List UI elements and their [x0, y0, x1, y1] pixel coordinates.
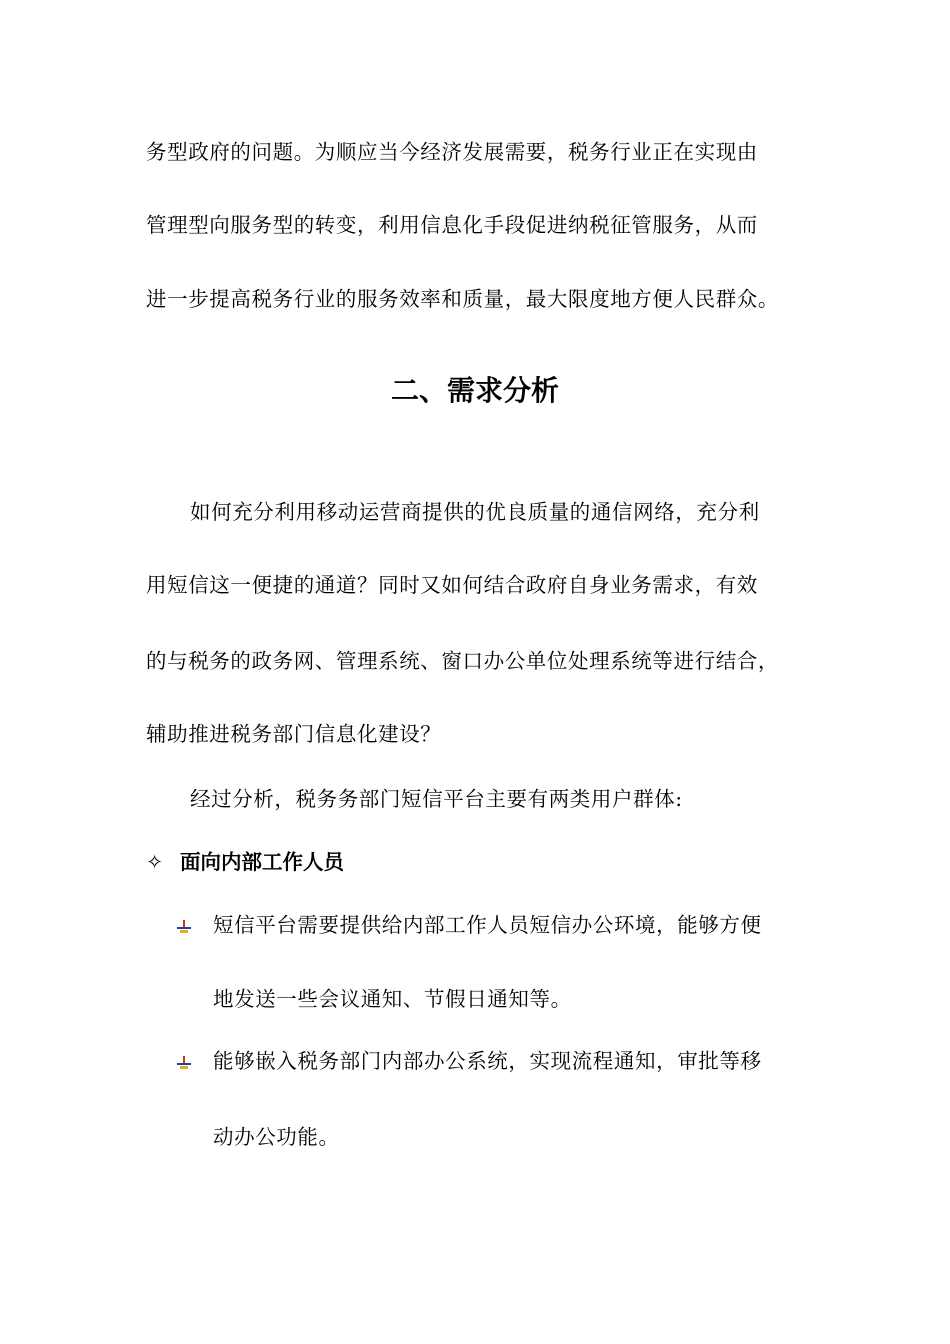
sub-item-1-line-1: 短信平台需要提供给内部工作人员短信办公环境，能够方便 — [213, 913, 762, 937]
analysis-line-4: 辅助推进税务部门信息化建设？ — [146, 722, 442, 746]
colored-arrow-bullet-icon — [177, 920, 191, 934]
analysis-line-3: 的与税务的政务网、管理系统、窗口办公单位处理系统等进行结合， — [146, 649, 779, 673]
group-title: 面向内部工作人员 — [180, 850, 344, 874]
intro-line-2: 管理型向服务型的转变，利用信息化手段促进纳税征管服务，从而 — [146, 213, 758, 237]
colored-arrow-bullet-icon — [177, 1056, 191, 1070]
sub-item-2-line-2: 动办公功能。 — [213, 1125, 340, 1149]
analysis-line-5: 经过分析，税务务部门短信平台主要有两类用户群体: — [190, 787, 683, 811]
sub-item-1-line-2: 地发送一些会议通知、节假日通知等。 — [213, 987, 572, 1011]
analysis-line-1: 如何充分利用移动运营商提供的优良质量的通信网络，充分利 — [190, 500, 760, 524]
section-heading: 二、需求分析 — [390, 374, 559, 407]
diamond-bullet-icon: ✧ — [146, 850, 164, 874]
sub-item-2-line-1: 能够嵌入税务部门内部办公系统，实现流程通知，审批等移 — [213, 1049, 762, 1073]
group-heading — [146, 847, 344, 877]
intro-line-3: 进一步提高税务行业的服务效率和质量，最大限度地方便人民群众。 — [146, 287, 779, 311]
intro-line-1: 务型政府的问题。为顺应当今经济发展需要，税务行业正在实现由 — [146, 140, 758, 164]
analysis-line-2: 用短信这一便捷的通道？同时又如何结合政府自身业务需求，有效 — [146, 573, 758, 597]
